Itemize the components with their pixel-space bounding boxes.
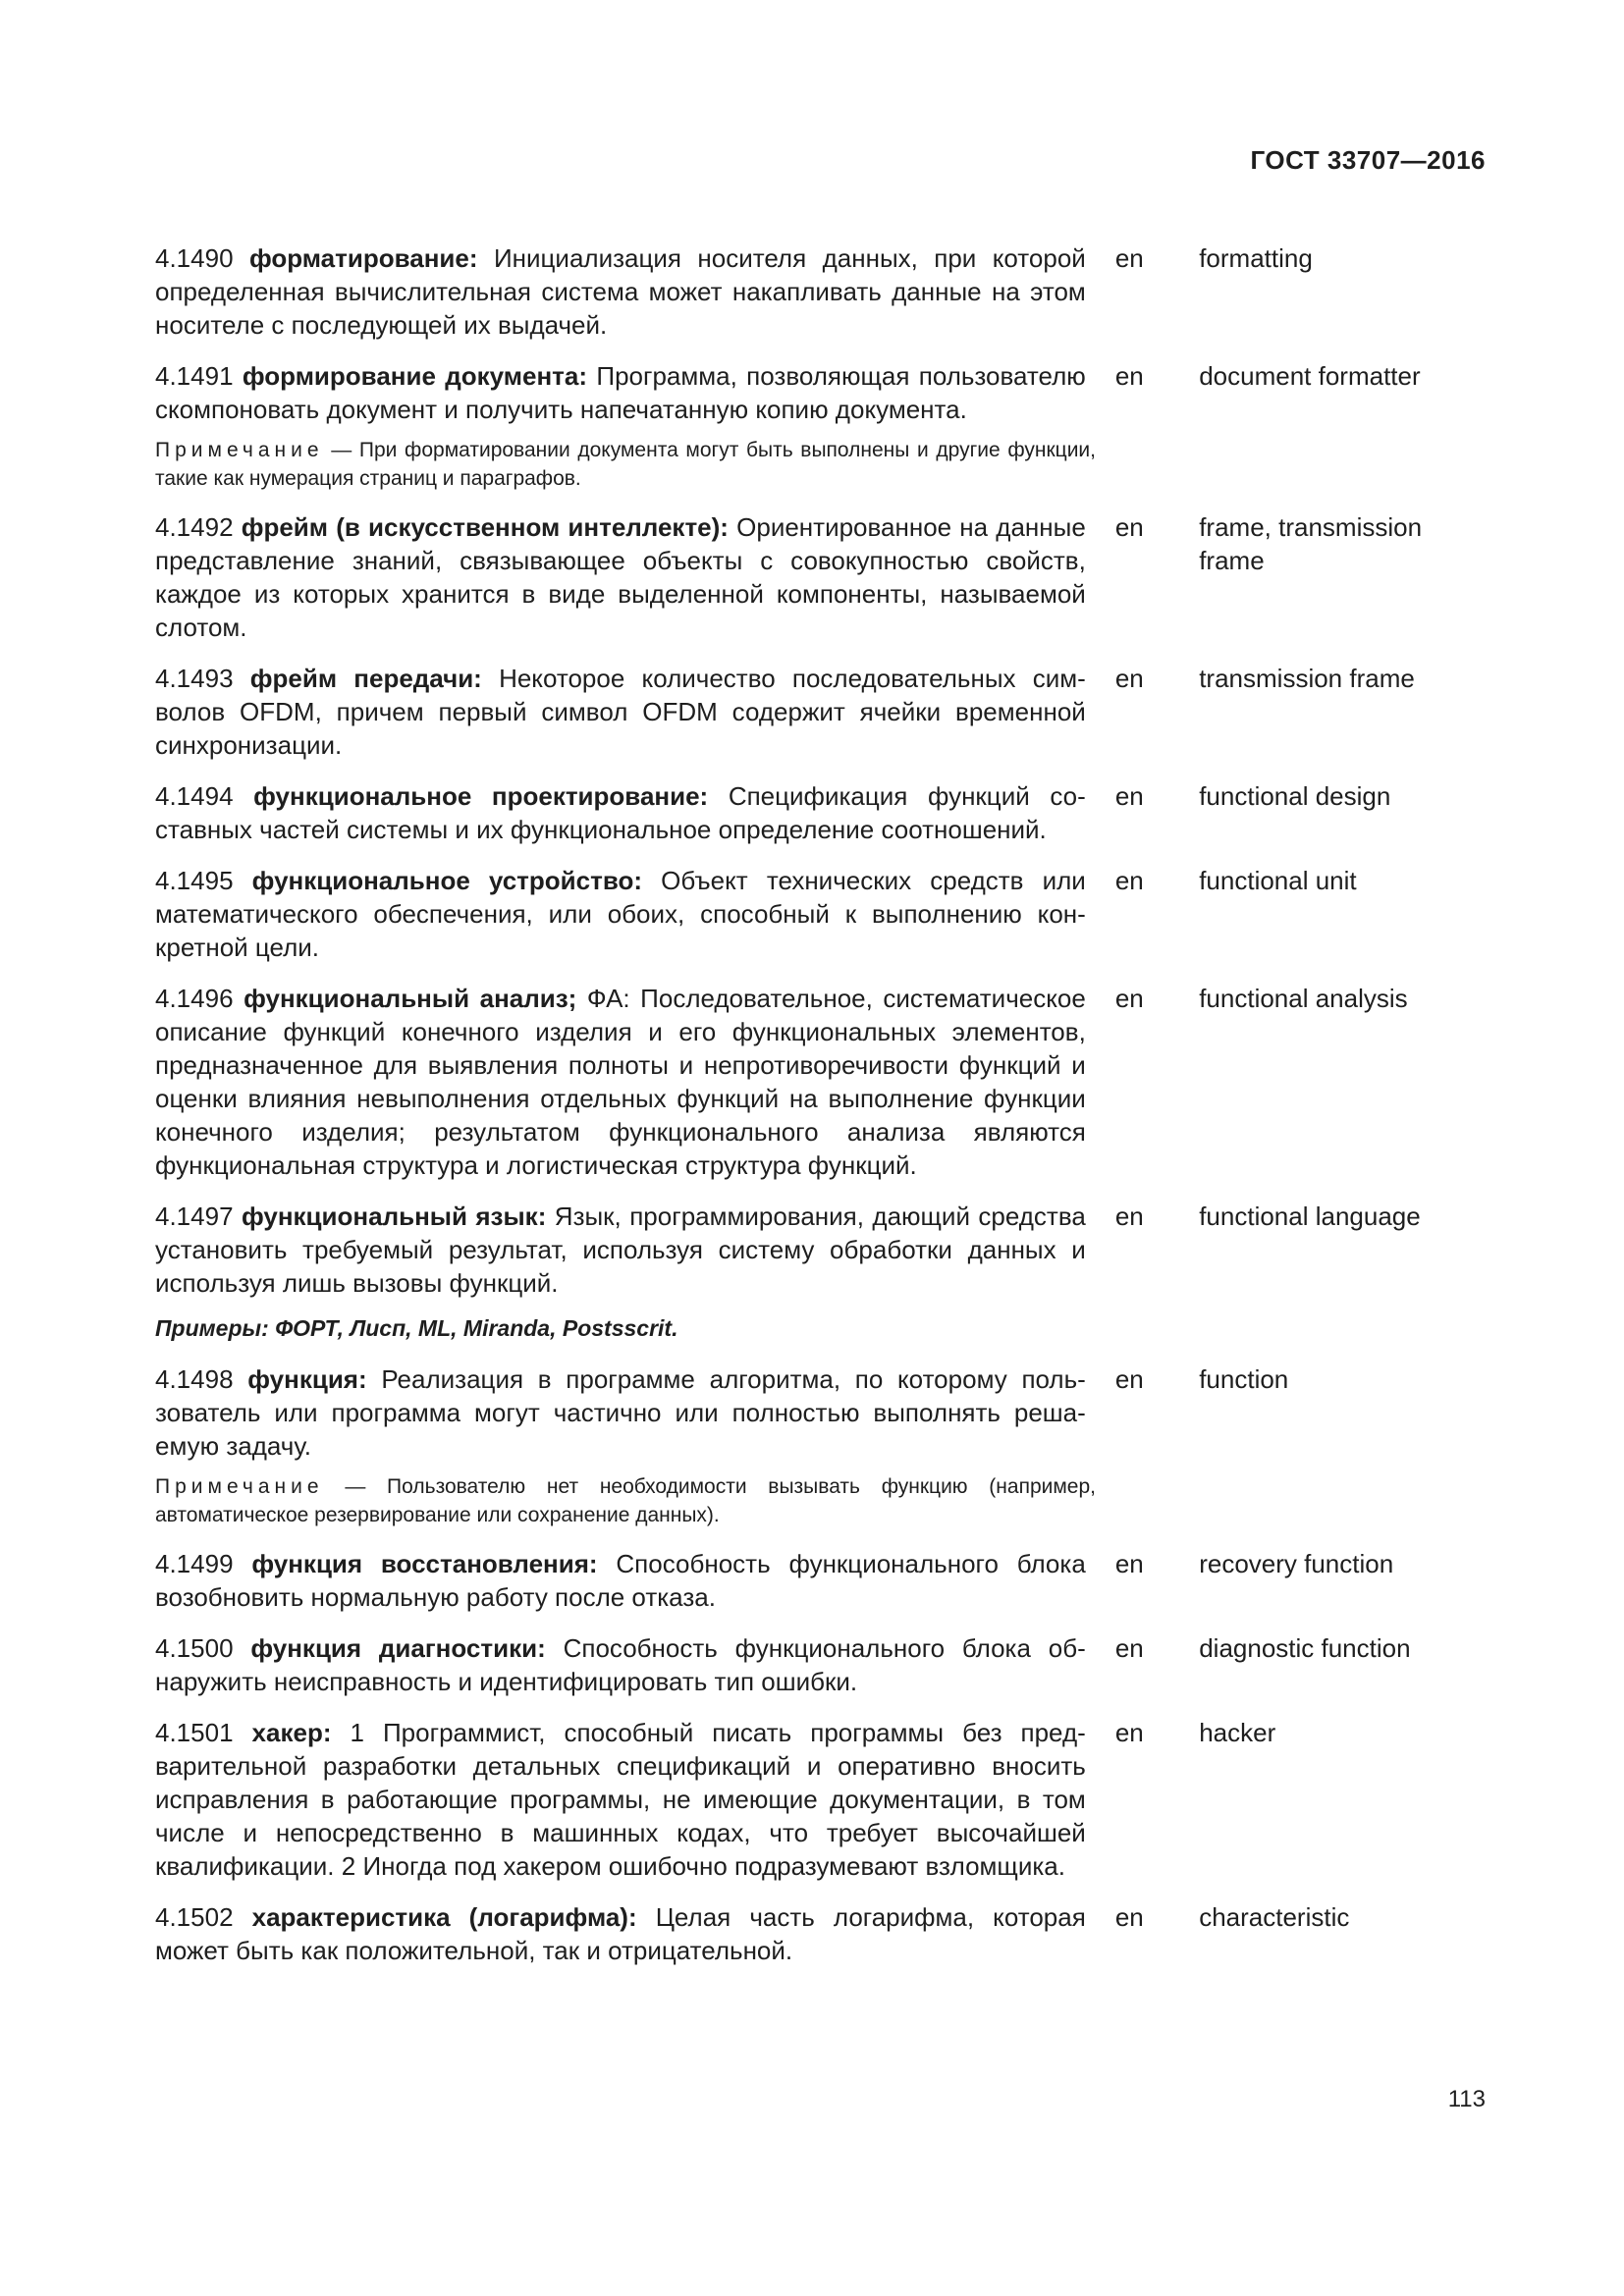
term-definition [155, 1716, 1086, 1883]
term-definition [155, 241, 1086, 342]
english-equivalent: characteristic [1199, 1902, 1350, 1932]
english-equivalent: functional unit [1199, 866, 1357, 895]
language-code: en [1114, 1364, 1144, 1394]
english-equivalent: hacker [1199, 1718, 1276, 1747]
term-name: функциональное устройство: [251, 866, 643, 895]
term-name: функция диагностики: [250, 1633, 546, 1663]
term-entry-4-1496 [155, 982, 1490, 1182]
term-number: 4.1496 [155, 984, 234, 1013]
term-number: 4.1490 [155, 243, 234, 273]
term-text: Способность функционального блока обнаружить неисправность и идентифицировать тип ошибки. [155, 1633, 1086, 1696]
term-entry-4-1492 [155, 510, 1490, 644]
page-number: 113 [1447, 2086, 1486, 2112]
term-number: 4.1495 [155, 866, 234, 895]
term-definition [155, 359, 1086, 426]
term-name: функция: [247, 1364, 367, 1394]
term-text: Ориентированное на данные представление знаний, связывающее объекты с совокупностью свойств, каждое из которых хранится в виде выделенной компоненты, называемой слотом. [155, 512, 1086, 642]
term-number: 4.1502 [155, 1902, 234, 1932]
term-text: Реализация в программе алгоритма, по которому пользователь или программа могут частично или полностью выполнять решаемую задачу. [155, 1364, 1086, 1461]
english-equivalent: diagnostic function [1199, 1633, 1411, 1663]
term-number: 4.1492 [155, 512, 234, 542]
term-number: 4.1500 [155, 1633, 234, 1663]
term-text: Некоторое количество последовательных символов OFDM, причем первый символ OFDM содержит ячейки временной синхронизации. [155, 664, 1086, 760]
term-name: фрейм передачи: [249, 664, 482, 693]
term-entry-4-1499 [155, 1547, 1490, 1614]
document-standard-header: ГОСТ 33707—2016 [1250, 145, 1486, 175]
term-name: функциональный анализ; [244, 984, 577, 1013]
english-equivalent: document formatter [1199, 361, 1421, 391]
term-definition [155, 510, 1086, 644]
term-text: 1 Программист, способный писать программы без предварительной разработки детальных спецификаций и оперативно вносить исправления в работающие программы, не имеющие документации, в том числе и непосредственно в машинных кодах, что требует высочайшей квалификации. 2 Иногда под хакером ошибочно подразумевают взломщика. [155, 1718, 1086, 1881]
term-entry-4-1497 [155, 1200, 1490, 1300]
term-number: 4.1494 [155, 781, 234, 811]
english-equivalent: formatting [1199, 243, 1313, 273]
language-code: en [1114, 1201, 1144, 1231]
note-text: — Пользователю нет необходимости вызывать функцию (например, автоматическое резервирование или сохранение данных). [155, 1475, 1096, 1526]
term-definition [155, 779, 1086, 846]
term-note [155, 436, 1096, 493]
term-name: функция восстановления: [251, 1549, 598, 1578]
term-number: 4.1493 [155, 664, 234, 693]
language-code: en [1114, 361, 1144, 391]
language-code: en [1114, 1633, 1144, 1663]
english-equivalent: transmission frame [1199, 664, 1415, 693]
examples-line: Примеры: ФОРТ, Лисп, ML, Miranda, Postsscrit. [155, 1315, 678, 1341]
language-code: en [1114, 512, 1144, 542]
term-number: 4.1498 [155, 1364, 234, 1394]
term-entry-4-1494 [155, 779, 1490, 846]
term-text: Программа, позволяющая пользователю скомпоновать документ и получить напечатанную копию документа. [155, 361, 1086, 424]
term-name: функциональный язык: [241, 1201, 547, 1231]
term-definition [155, 1362, 1086, 1463]
term-number: 4.1501 [155, 1718, 234, 1747]
note-text: — При форматировании документа могут быть выполнены и другие функции, такие как нумерация страниц и параграфов. [155, 439, 1096, 490]
english-equivalent: function [1199, 1364, 1289, 1394]
term-definition [155, 864, 1086, 964]
term-entry-4-1501 [155, 1716, 1490, 1883]
term-definition [155, 1900, 1086, 1967]
term-entry-4-1498 [155, 1362, 1490, 1463]
term-definition [155, 1200, 1086, 1300]
language-code: en [1114, 866, 1144, 895]
term-name: формирование документа: [242, 361, 588, 391]
english-equivalent: functional analysis [1199, 984, 1408, 1013]
language-code: en [1114, 984, 1144, 1013]
english-equivalent: frame, transmission frame [1199, 512, 1423, 575]
language-code: en [1114, 1902, 1144, 1932]
term-text: Объект технических средств или математического обеспечения, или обоих, способный к выполнению конкретной цели. [155, 866, 1086, 962]
term-name: хакер: [251, 1718, 332, 1747]
term-entry-4-1495 [155, 864, 1490, 964]
term-text: Целая часть логарифма, которая может быть как положительной, так и отрицательной. [155, 1902, 1086, 1965]
term-name: характеристика (логарифма): [251, 1902, 637, 1932]
terms-list [155, 241, 1490, 1967]
term-name: фрейм (в искусственном интеллекте): [241, 512, 729, 542]
term-note [155, 1472, 1096, 1529]
term-definition [155, 982, 1086, 1182]
term-name: функциональное проектирование: [253, 781, 709, 811]
language-code: en [1114, 664, 1144, 693]
english-equivalent: recovery function [1199, 1549, 1394, 1578]
language-code: en [1114, 243, 1144, 273]
term-entry-4-1490 [155, 241, 1490, 342]
term-definition [155, 662, 1086, 762]
term-number: 4.1497 [155, 1201, 234, 1231]
term-entry-4-1500 [155, 1631, 1490, 1698]
term-text: Язык, программирования, дающий средства установить требуемый результат, используя систему обработки данных и используя лишь вызовы функций. [155, 1201, 1086, 1298]
term-entry-4-1491 [155, 359, 1490, 426]
term-name: форматирование: [248, 243, 478, 273]
term-definition [155, 1547, 1086, 1614]
term-text: ФА: Последовательное, систематическое описание функций конечного изделия и его функциональных элементов, предназначенное для выявления полноты и непротиворечивости функций и оценки влияния невыполнения отдельных функций на выполнение функции конечного изделия; результатом функционального анализа являются функциональная структура и логистическая структура функций. [155, 984, 1086, 1180]
english-equivalent: functional design [1199, 781, 1391, 811]
english-equivalent: functional language [1199, 1201, 1421, 1231]
term-text: Инициализация носителя данных, при которой определенная вычислительная система может накапливать данные на этом носителе с последующей их выдачей. [155, 243, 1086, 340]
note-label: Примечание [155, 1475, 324, 1498]
language-code: en [1114, 1549, 1144, 1578]
term-text: Способность функционального блока возобновить нормальную работу после отказа. [155, 1549, 1086, 1612]
term-definition [155, 1631, 1086, 1698]
note-label: Примечание [155, 439, 324, 461]
term-number: 4.1491 [155, 361, 234, 391]
language-code: en [1114, 781, 1144, 811]
language-code: en [1114, 1718, 1144, 1747]
term-number: 4.1499 [155, 1549, 234, 1578]
term-entry-4-1493 [155, 662, 1490, 762]
term-entry-4-1502 [155, 1900, 1490, 1967]
term-text: Спецификация функций составных частей системы и их функциональное определение соотношений. [155, 781, 1086, 844]
